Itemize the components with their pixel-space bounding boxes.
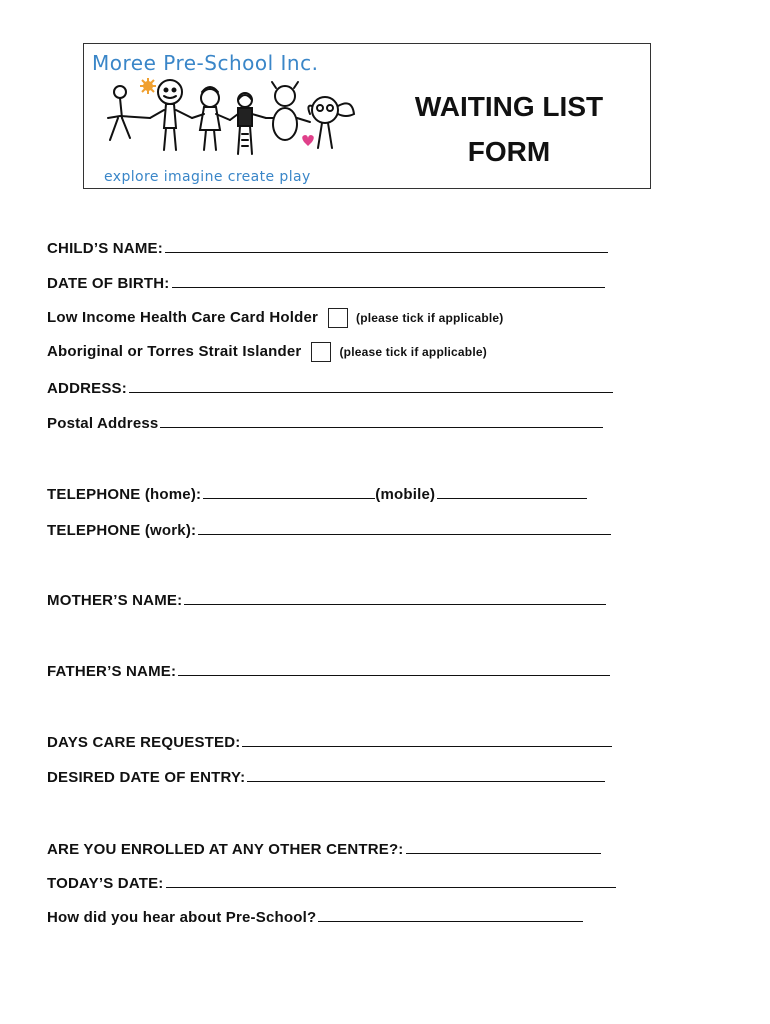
aboriginal-checkbox[interactable]	[311, 342, 331, 362]
todays-date-field	[47, 874, 616, 892]
low-income-label: Low Income Health Care Card Holder	[47, 308, 319, 326]
childs-name-field	[47, 239, 608, 257]
children-drawing-icon	[100, 78, 370, 170]
desired-date-line[interactable]	[247, 768, 605, 782]
days-care-line[interactable]	[242, 733, 612, 747]
low-income-checkbox[interactable]	[328, 308, 348, 328]
childs-name-line[interactable]	[165, 239, 608, 253]
days-care-label: DAYS CARE REQUESTED:	[47, 734, 241, 751]
mothers-name-line[interactable]	[184, 591, 606, 605]
aboriginal-note: (please tick if applicable)	[339, 345, 487, 359]
hear-about-label: How did you hear about Pre-School?	[47, 909, 317, 926]
hear-about-line[interactable]	[318, 908, 583, 922]
other-centre-label: ARE YOU ENROLLED AT ANY OTHER CENTRE?:	[47, 841, 404, 858]
fathers-name-field	[47, 662, 610, 680]
mobile-label: (mobile)	[375, 486, 436, 503]
postal-address-field	[47, 414, 603, 432]
title-line-1: WAITING LIST	[414, 91, 604, 122]
todays-date-label: TODAY’S DATE:	[47, 875, 164, 892]
telephone-home-label: TELEPHONE (home):	[47, 486, 202, 503]
fathers-name-line[interactable]	[178, 662, 610, 676]
telephone-home-line[interactable]	[203, 485, 375, 499]
todays-date-line[interactable]	[166, 874, 616, 888]
telephone-home-field	[47, 485, 587, 503]
postal-address-line[interactable]	[160, 414, 603, 428]
other-centre-field	[47, 840, 601, 858]
aboriginal-label: Aboriginal or Torres Strait Islander	[47, 342, 302, 360]
telephone-work-label: TELEPHONE (work):	[47, 522, 197, 539]
telephone-work-field	[47, 521, 611, 539]
address-field	[47, 379, 613, 397]
aboriginal-field	[47, 342, 487, 362]
childs-name-label: CHILD’S NAME:	[47, 240, 163, 257]
preschool-logo	[92, 48, 377, 188]
fathers-name-label: FATHER’S NAME:	[47, 663, 177, 680]
form-title	[384, 84, 634, 174]
date-of-birth-line[interactable]	[172, 274, 605, 288]
mothers-name-label: MOTHER’S NAME:	[47, 592, 183, 609]
logo-tagline: explore imagine create play	[104, 169, 311, 185]
low-income-note: (please tick if applicable)	[356, 311, 504, 325]
address-line[interactable]	[129, 379, 613, 393]
mobile-line[interactable]	[437, 485, 587, 499]
address-label: ADDRESS:	[47, 380, 127, 397]
date-of-birth-field	[47, 274, 605, 292]
other-centre-line[interactable]	[406, 840, 601, 854]
title-line-2: FORM	[467, 136, 551, 167]
mothers-name-field	[47, 591, 606, 609]
hear-about-field	[47, 908, 583, 926]
date-of-birth-label: DATE OF BIRTH:	[47, 275, 170, 292]
telephone-work-line[interactable]	[198, 521, 611, 535]
low-income-field	[47, 308, 503, 328]
desired-date-field	[47, 768, 605, 786]
desired-date-label: DESIRED DATE OF ENTRY:	[47, 769, 246, 786]
header-box	[83, 43, 651, 189]
logo-name: Moree Pre-School Inc.	[92, 51, 319, 75]
days-care-field	[47, 733, 612, 751]
postal-address-label: Postal Address	[47, 415, 159, 432]
